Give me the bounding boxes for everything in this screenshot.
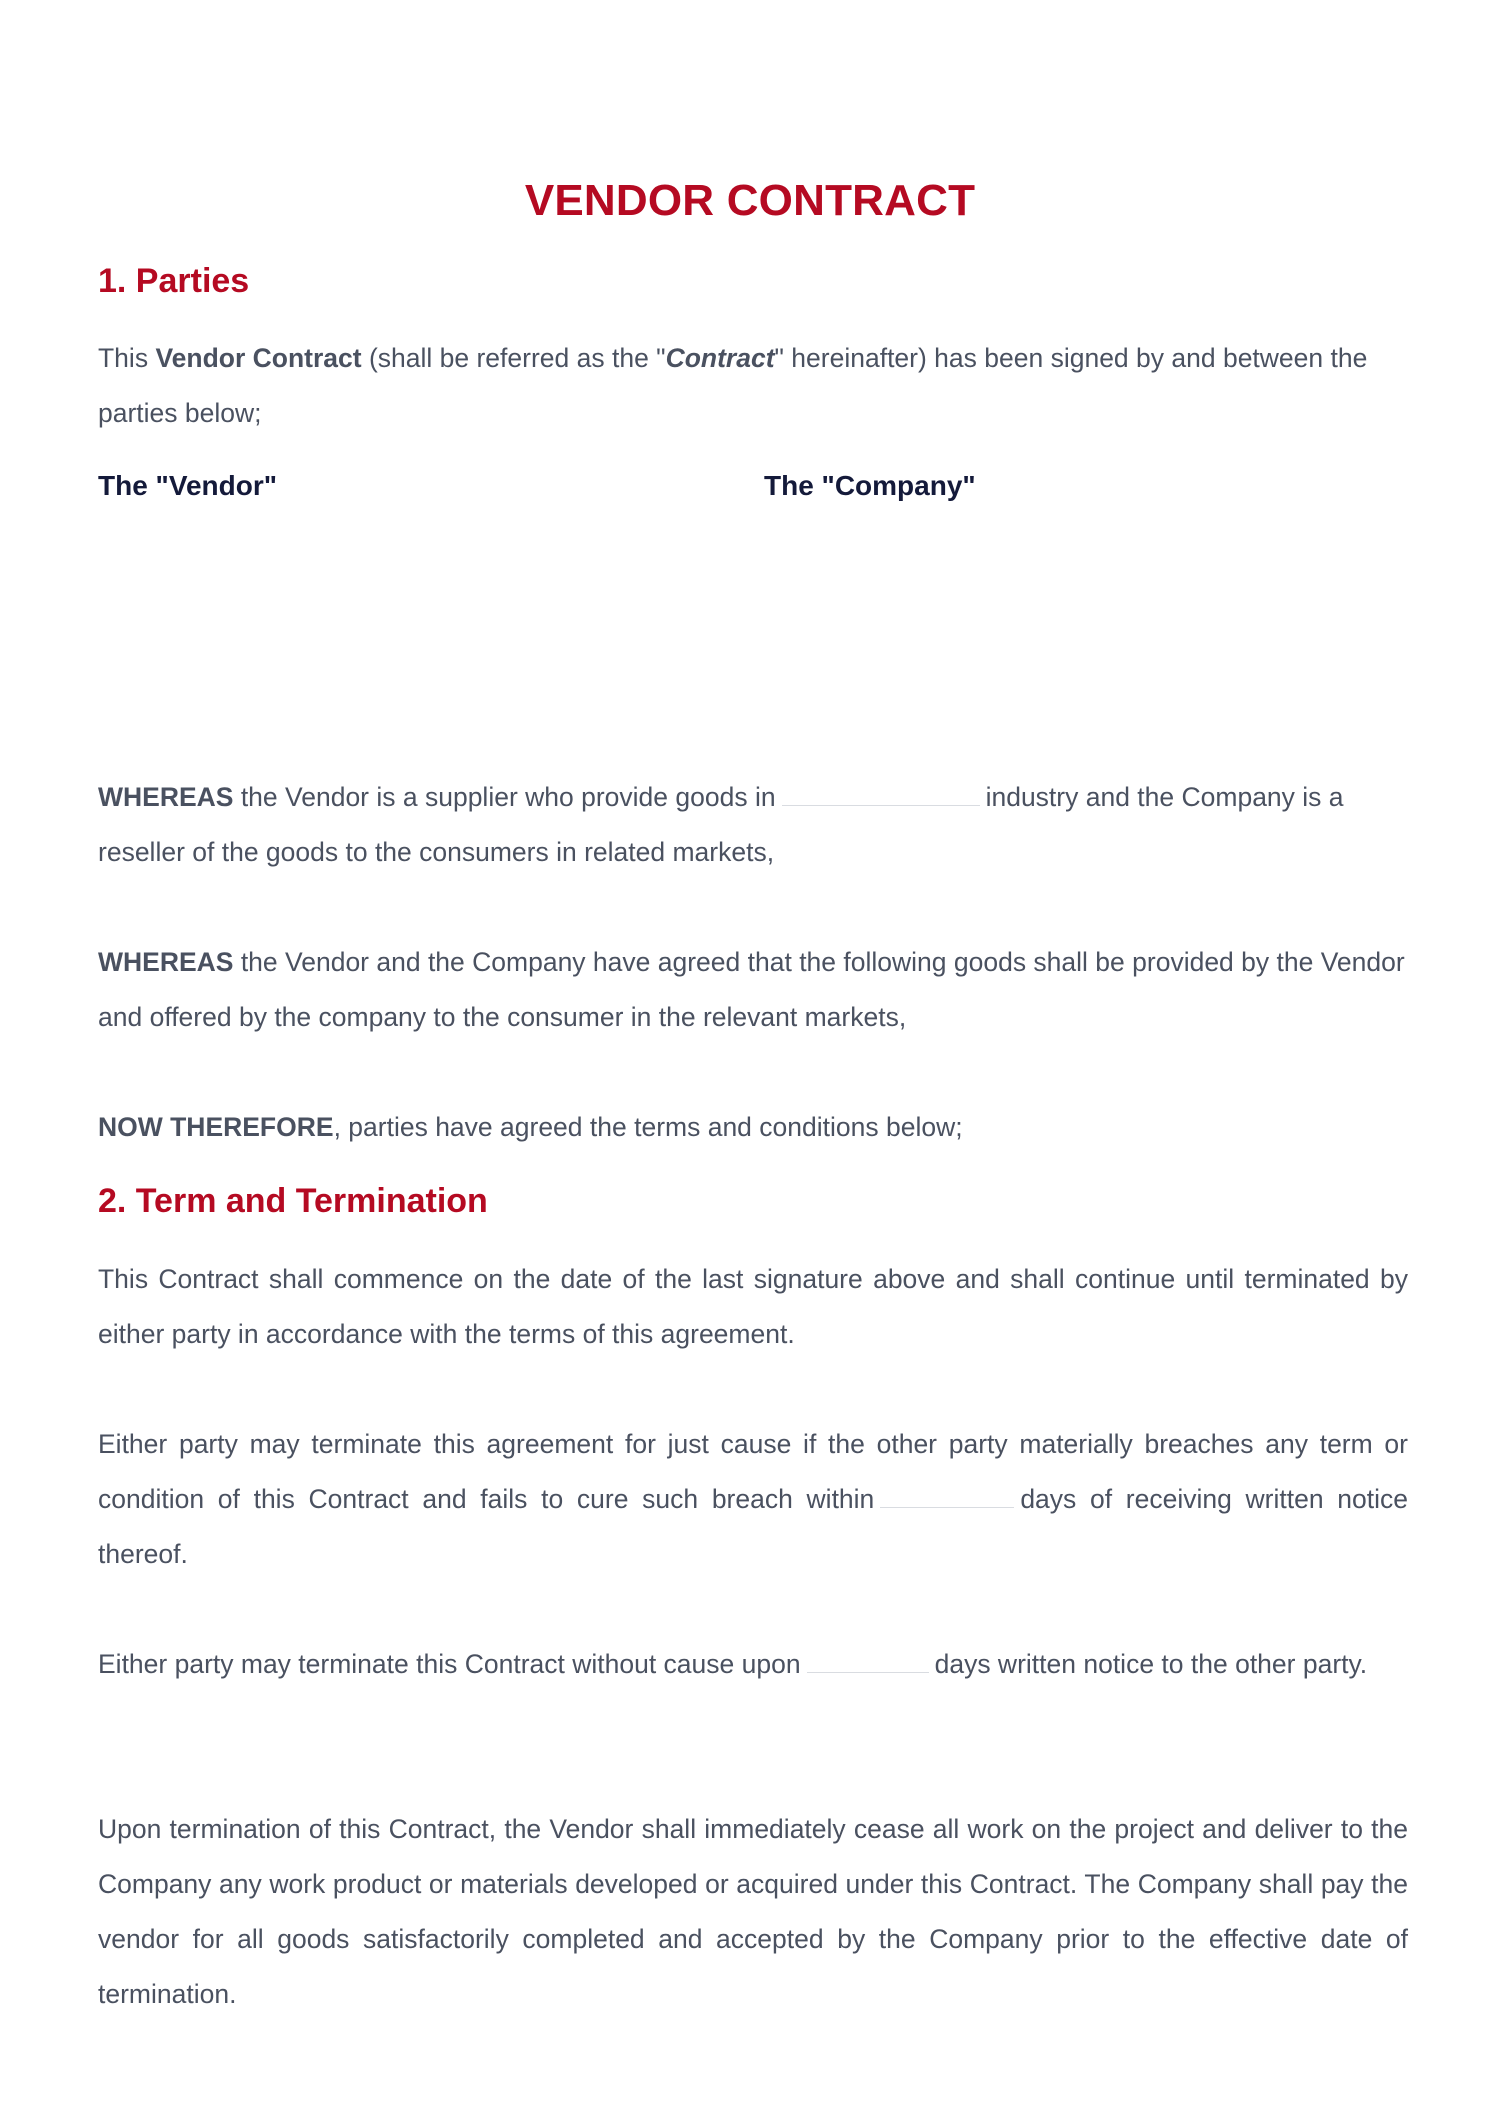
term-p2-text-2: days of receiving written notice thereof. [98,1484,1408,1569]
intro-text-2: (shall be referred as the " [361,343,666,373]
whereas-paragraph-1 [98,770,1408,880]
company-label: The "Company" [764,470,976,501]
whereas-1-text-2: industry and the Company is a reseller of the goods to the consumers in related markets, [98,782,1344,867]
term-p3-text-2: days written notice to the other party. [934,1649,1368,1679]
section-heading-term-termination: 2. Term and Termination [98,1182,488,1220]
term-paragraph-3 [98,1637,1408,1692]
term-p3-text-1: Either party may terminate this Contract without cause upon [98,1649,801,1679]
cure-days-blank-field[interactable] [880,1478,1014,1508]
now-therefore-text: , parties have agreed the terms and conditions below; [333,1112,963,1142]
term-paragraph-2 [98,1417,1408,1582]
industry-blank-field[interactable] [782,776,980,806]
parties-intro-paragraph [98,331,1408,441]
intro-text-3: " hereinafter) has been signed by and between the parties below; [98,343,1368,428]
term-p2-text-1: Either party may terminate this agreement for just cause if the other party materially breaches any term or condition of this Contract and fails to cure such breach within [98,1429,1408,1514]
term-paragraph-1: This Contract shall commence on the date of the last signature above and shall continue until terminated by either party in accordance with the terms of this agreement. [98,1264,1408,1349]
whereas-1-text-1: the Vendor is a supplier who provide goods in [233,782,776,812]
whereas-paragraph-2 [98,935,1408,1045]
notice-days-blank-field[interactable] [807,1643,929,1673]
intro-text-1: This [98,343,156,373]
section-heading-parties: 1. Parties [98,262,250,300]
whereas-2-text: the Vendor and the Company have agreed that the following goods shall be provided by the Vendor and offered by the company to the consumer in the relevant markets, [98,947,1405,1032]
now-therefore-paragraph [98,1100,1408,1155]
whereas-1-bold: WHEREAS [98,782,234,812]
intro-bold-vendor-contract: Vendor Contract [155,343,362,373]
vendor-label: The "Vendor" [98,470,278,501]
now-therefore-bold: NOW THEREFORE [98,1112,334,1142]
intro-bold-italic-contract: Contract [665,343,775,373]
document-title: VENDOR CONTRACT [524,176,976,225]
whereas-2-bold: WHEREAS [98,947,234,977]
term-paragraph-4: Upon termination of this Contract, the Vendor shall immediately cease all work on the project and deliver to the Company any work product or materials developed or acquired under this Contract. The Company shall pay the vendor for all goods satisfactorily completed and accepted by the Company prior to the effective date of termination. [98,1814,1408,2009]
